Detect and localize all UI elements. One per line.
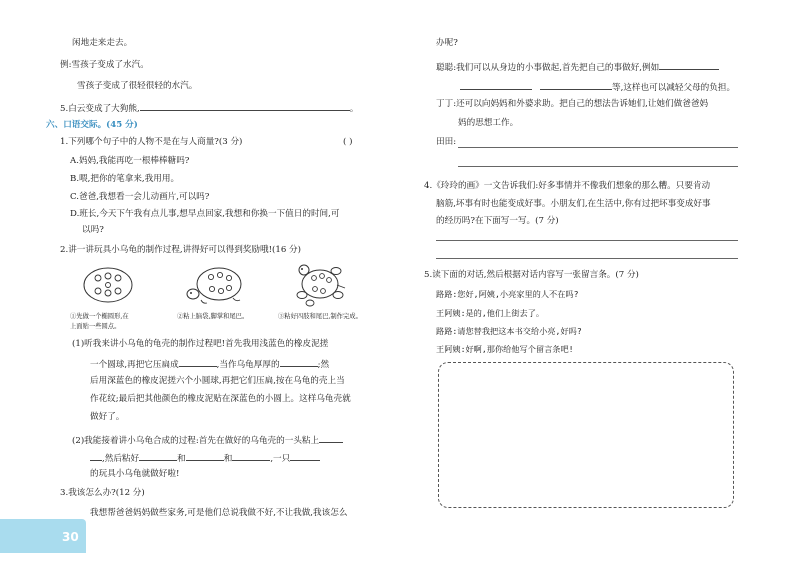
answer-blank[interactable]	[659, 60, 719, 70]
step1-caption-cont: 上面贴一些圆点。	[70, 323, 121, 330]
period: 。	[349, 104, 359, 114]
step1-caption: ①先做一个椭圆形,在	[70, 313, 129, 320]
answer-blank[interactable]	[90, 451, 102, 461]
example-answer: 雪孩子变成了很轻很轻的水汽。	[77, 81, 198, 91]
answer-line[interactable]	[436, 240, 738, 241]
text: ,当作乌龟厚厚的	[216, 360, 280, 370]
step3-caption: ③粘好四肢和尾巴,制作完成。	[278, 313, 362, 320]
q5-stem: 5.读下面的对话,然后根据对话内容写一张留言条。(7 分)	[424, 270, 639, 280]
turtle-step2-illustration	[183, 264, 245, 306]
answer-blank[interactable]	[319, 433, 343, 443]
text-line: 闲地走来走去。	[72, 38, 133, 48]
page-number: 30	[62, 530, 79, 544]
answer-blank[interactable]	[232, 451, 270, 461]
text-line: 办呢?	[436, 38, 458, 48]
congcong-line	[436, 60, 719, 74]
text: 等,这样也可以减轻父母的负担。	[612, 83, 736, 93]
message-note-writing-box[interactable]	[438, 362, 734, 508]
text: 一个圆球,再把它压扁成	[90, 360, 179, 370]
option-c: C.爸爸,我想看一会儿动画片,可以吗?	[70, 192, 210, 202]
part1-line1: (1)听我来讲小乌龟的龟壳的制作过程吧!首先我用浅蓝色的橡皮泥搓	[72, 339, 329, 349]
answer-parentheses[interactable]: ( )	[343, 137, 353, 147]
text: 和	[223, 454, 233, 464]
answer-line[interactable]	[436, 258, 738, 259]
page-number-tab	[0, 519, 86, 553]
turtle-complete-illustration	[290, 262, 350, 308]
answer-blank[interactable]	[139, 451, 177, 461]
part1-line2	[90, 357, 329, 371]
tiantian-label: 田田:	[436, 137, 457, 147]
congcong-line2	[460, 80, 735, 94]
text: ,然后粘好	[102, 454, 140, 464]
dialog-line: 路路:请您替我把这本书交给小亮,好吗?	[436, 326, 582, 336]
answer-blank[interactable]	[290, 451, 320, 461]
section-6-title: 六、口语交际。(45 分)	[46, 120, 138, 130]
text: ,一只	[270, 454, 291, 464]
answer-line[interactable]	[458, 147, 738, 148]
question-5	[60, 101, 358, 115]
q4-line2: 脑筋,坏事有时也能变成好事。小朋友们,在生活中,你有过把坏事变成好事	[436, 199, 711, 209]
part2-line1	[72, 433, 343, 447]
dialog-line: 王阿姨:是的,他们上街去了。	[436, 308, 545, 318]
text: 和	[177, 454, 186, 464]
answer-blank[interactable]	[179, 357, 217, 367]
dialog-line: 王阿姨:好啊,那你给他写个留言条吧!	[436, 344, 574, 354]
q4-line1: 4.《玲玲的画》一文告诉我们:好多事情并不像我们想象的那么糟。只要肯动	[424, 181, 711, 191]
option-a: A.妈妈,我能再吃一根棒棒糖吗?	[70, 156, 190, 166]
dingding-line: 丁丁:还可以向妈妈和外婆求助。把自己的想法告诉她们,让她们做爸爸妈	[436, 99, 709, 109]
dialog-line: 路路:您好,阿姨,小亮家里的人不在吗?	[436, 289, 579, 299]
q4-line3: 的经历吗?在下面写一写。(7 分)	[436, 216, 559, 226]
option-b: B.喂,把你的笔拿来,我用用。	[70, 174, 180, 184]
part1-line4: 作花纹;最后把其他颜色的橡皮泥贴在深蓝色的小圆上。这样乌龟壳就	[90, 394, 351, 404]
step2-caption: ②粘上脑袋,脚掌和尾巴。	[177, 313, 249, 320]
part1-line3: 后用深蓝色的橡皮泥搓六个小圆球,再把它们压扁,按在乌龟的壳上当	[90, 376, 345, 386]
q1-stem: 1.下列哪个句子中的人物不是在与人商量?(3 分)	[60, 137, 243, 147]
text: 聪聪:我们可以从身边的小事做起,首先把自己的事做好,例如	[436, 63, 660, 73]
dingding-line2: 妈的思想工作。	[458, 118, 519, 128]
part2-line3: 的玩具小乌龟就做好啦!	[90, 469, 180, 479]
answer-blank[interactable]	[540, 80, 612, 90]
q2-stem: 2.讲一讲玩具小乌龟的制作过程,讲得好可以得到奖励哦!(16 分)	[60, 245, 302, 255]
part1-line5: 做好了。	[90, 412, 125, 422]
turtle-shell-step1-illustration	[80, 265, 136, 305]
text: (2)我能接着讲小乌龟合成的过程:首先在做好的乌龟壳的一头粘上	[72, 436, 320, 446]
option-d-cont: 以吗?	[82, 225, 104, 235]
option-d: D.班长,今天下午我有点儿事,想早点回家,我想和你换一下值日的时间,可	[70, 209, 340, 219]
example-label: 例:雪孩子变成了水汽。	[60, 60, 149, 70]
q3-stem: 3.我该怎么办?(12 分)	[60, 488, 145, 498]
q3-text: 我想帮爸爸妈妈做些家务,可是他们总说我做不好,不让我做,我该怎么	[90, 508, 348, 518]
text: ;然	[317, 360, 330, 370]
answer-blank[interactable]	[280, 357, 318, 367]
answer-line[interactable]	[458, 166, 738, 167]
answer-blank[interactable]	[140, 101, 350, 111]
part2-line2	[90, 451, 320, 465]
answer-blank[interactable]	[186, 451, 224, 461]
question-5-text: 5.白云变成了大狗熊,	[60, 104, 140, 114]
answer-blank[interactable]	[460, 80, 532, 90]
